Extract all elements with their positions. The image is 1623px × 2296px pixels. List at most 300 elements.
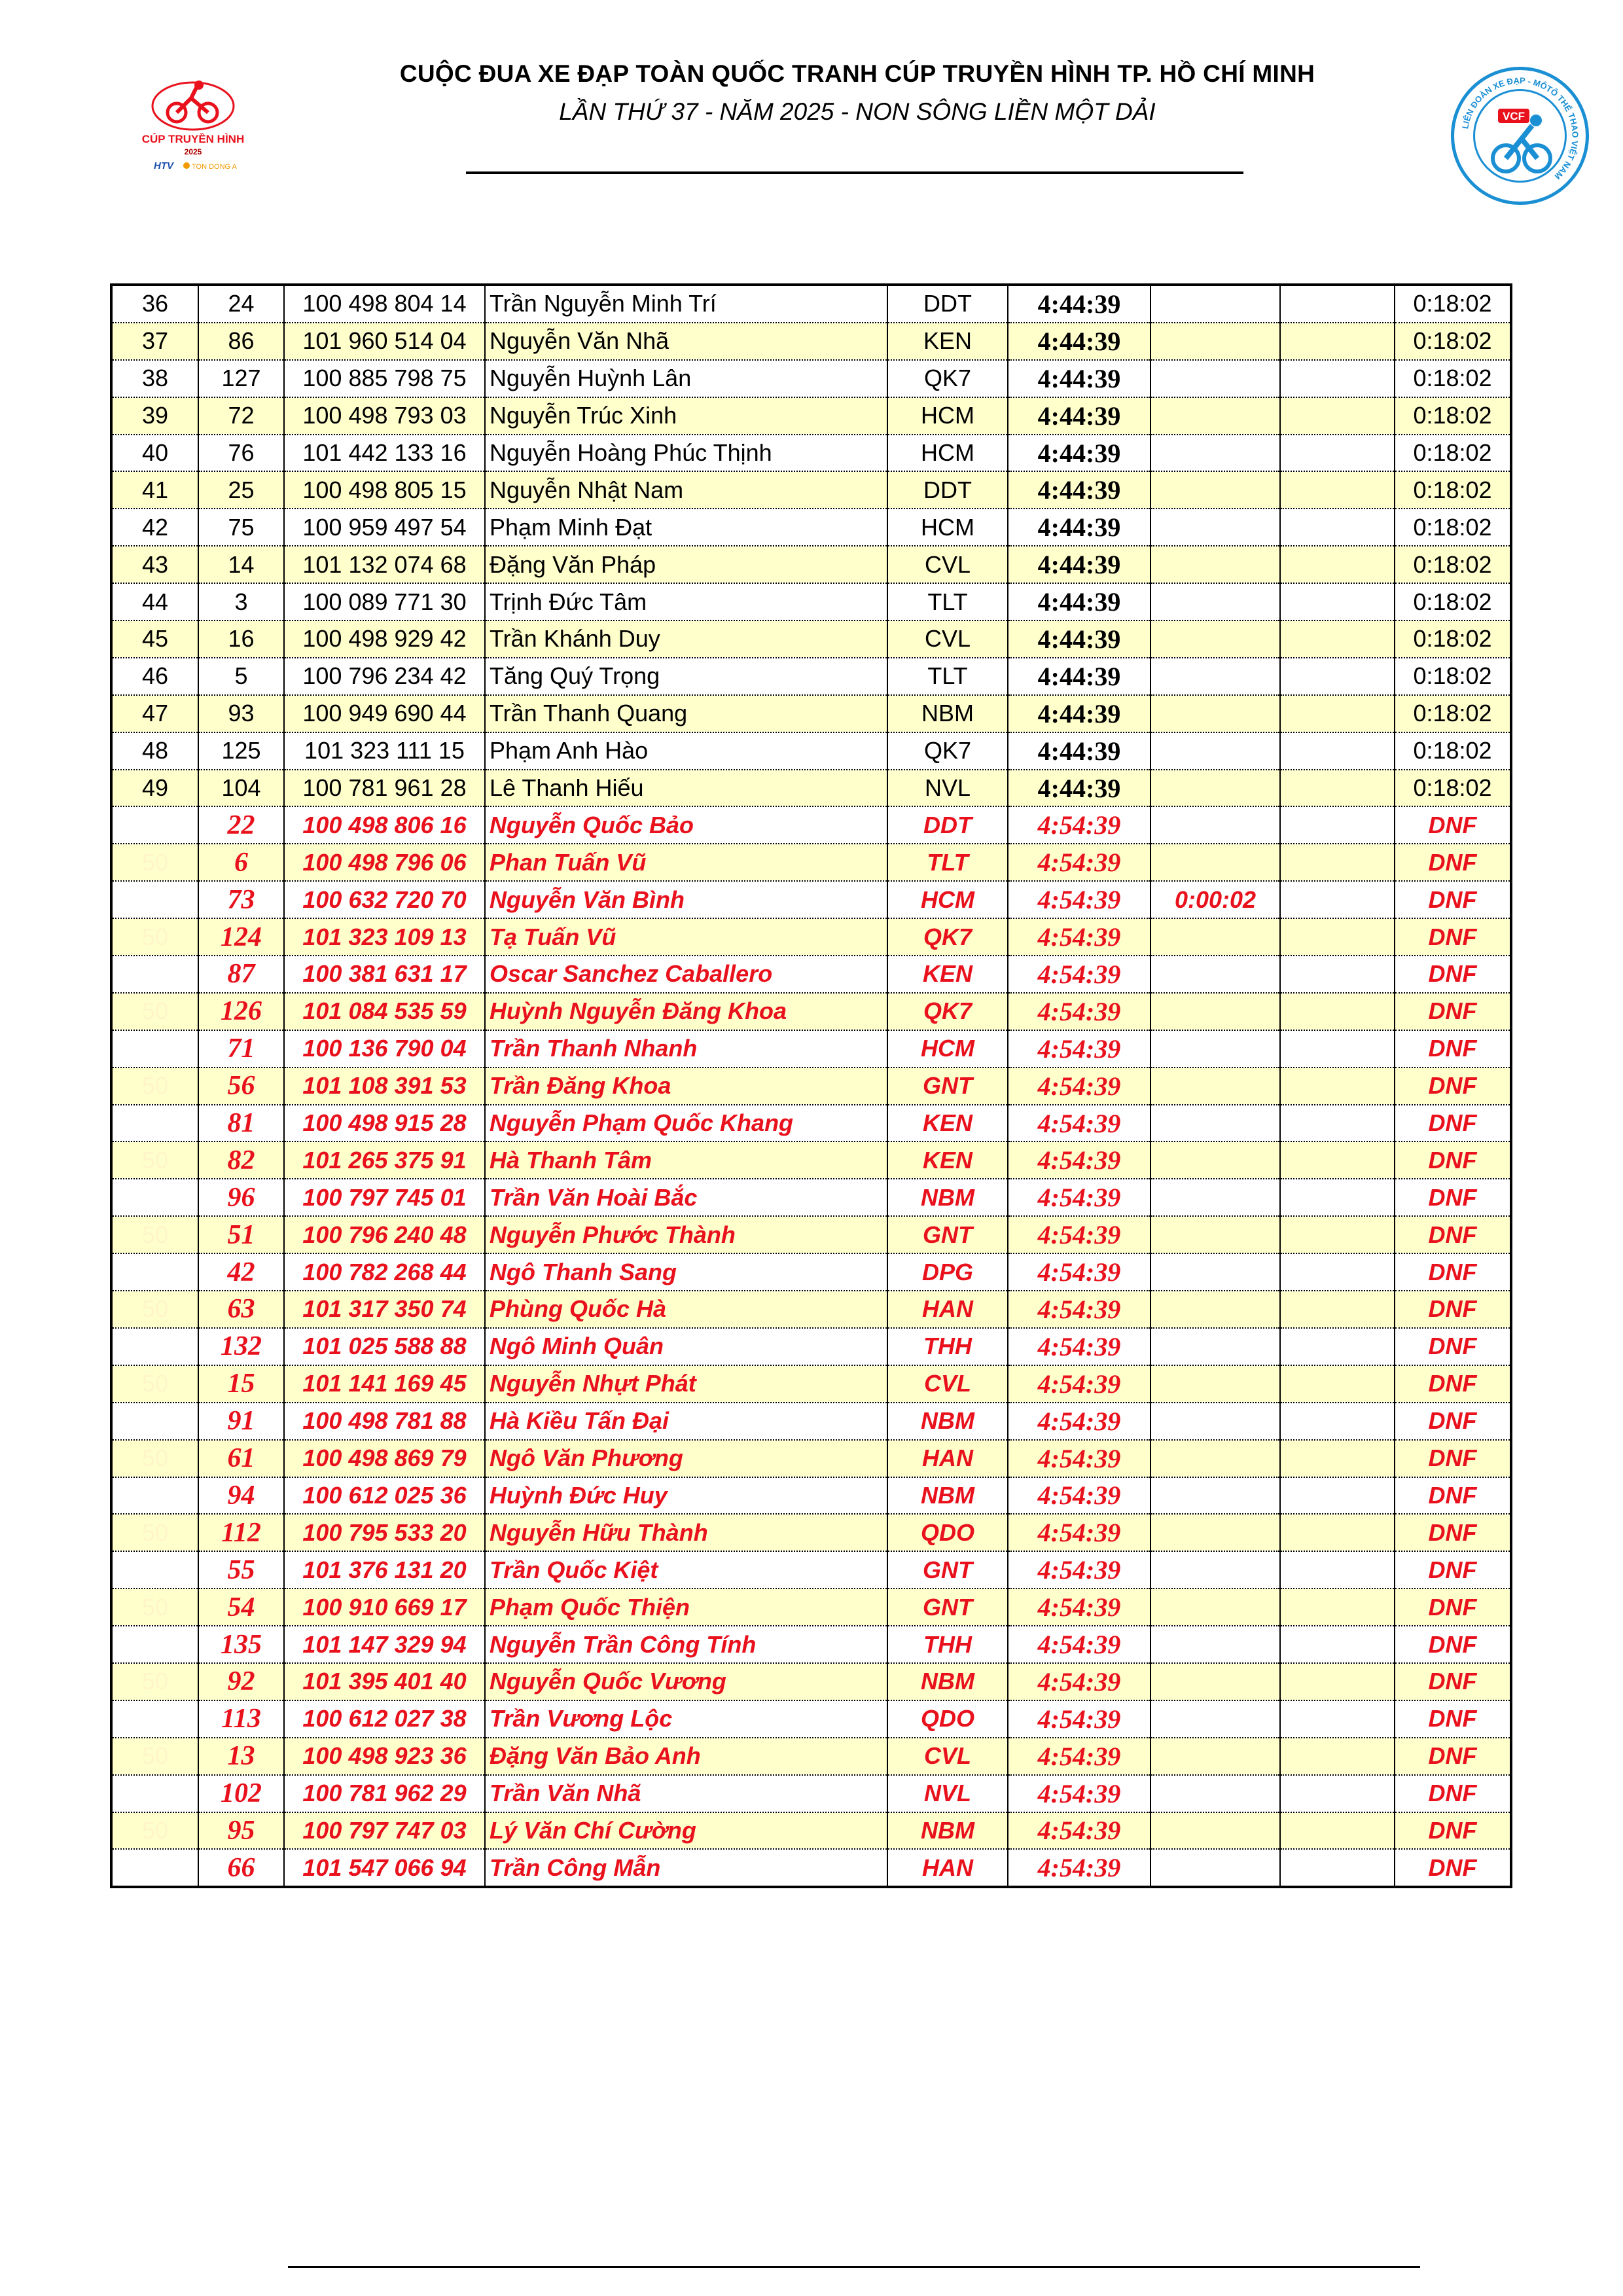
uci-id-cell: 101 132 074 68 <box>284 546 485 583</box>
gap-cell: DNF <box>1395 993 1511 1030</box>
uci-id-cell: 100 885 798 75 <box>284 360 485 397</box>
cup-truyen-hinh-logo <box>131 79 255 177</box>
uci-id-cell: 100 797 745 01 <box>284 1179 485 1216</box>
rank-cell: 50 <box>111 1291 198 1328</box>
bib-cell: 73 <box>198 881 284 918</box>
footer-divider <box>288 2266 1420 2268</box>
bonus-time-cell <box>1150 1179 1280 1216</box>
rider-name-cell: Ngô Thanh Sang <box>485 1253 887 1291</box>
bonus-time-cell <box>1150 732 1280 770</box>
note-cell <box>1280 1514 1395 1551</box>
note-cell <box>1280 1663 1395 1700</box>
bonus-time-cell <box>1150 1588 1280 1626</box>
bonus-time-cell <box>1150 956 1280 993</box>
gap-cell: DNF <box>1395 1514 1511 1551</box>
note-cell <box>1280 1738 1395 1775</box>
bib-cell: 94 <box>198 1477 284 1515</box>
table-row <box>111 471 1511 509</box>
rank-cell <box>111 1403 198 1440</box>
gap-cell: DNF <box>1395 1291 1511 1328</box>
time-cell: 4:54:39 <box>1008 993 1150 1030</box>
uci-id-cell: 100 498 915 28 <box>284 1105 485 1142</box>
rider-name-cell: Hà Kiều Tấn Đại <box>485 1403 887 1440</box>
cyclist-logo-icon <box>131 79 255 177</box>
gap-cell: DNF <box>1395 1179 1511 1216</box>
rank-cell: 41 <box>111 471 198 509</box>
rank-cell: 50 <box>111 1067 198 1105</box>
time-cell: 4:44:39 <box>1008 583 1150 620</box>
table-row <box>111 435 1511 472</box>
team-cell: DDT <box>887 471 1008 509</box>
vcf-text: VCF <box>1503 110 1525 122</box>
gap-cell: DNF <box>1395 1626 1511 1663</box>
gap-cell: 0:18:02 <box>1395 770 1511 807</box>
rider-name-cell: Nguyễn Văn Nhã <box>485 323 887 360</box>
gap-cell: DNF <box>1395 1030 1511 1067</box>
bib-cell: 102 <box>198 1775 284 1812</box>
table-row <box>111 1514 1511 1551</box>
rider-name-cell: Phan Tuấn Vũ <box>485 844 887 881</box>
vcf-ring-text: LIÊN ĐOÀN XE ĐẠP - MÔTÔ THỂ THAO VIỆT NAM <box>1460 75 1580 182</box>
team-cell: HAN <box>887 1849 1008 1887</box>
bib-cell: 126 <box>198 993 284 1030</box>
team-cell: HAN <box>887 1291 1008 1328</box>
team-cell: NVL <box>887 770 1008 807</box>
team-cell: CVL <box>887 546 1008 583</box>
rank-cell: 43 <box>111 546 198 583</box>
team-cell: KEN <box>887 956 1008 993</box>
note-cell <box>1280 471 1395 509</box>
rank-cell: 50 <box>111 1365 198 1403</box>
gap-cell: DNF <box>1395 1141 1511 1179</box>
rider-name-cell: Hà Thanh Tâm <box>485 1141 887 1179</box>
rider-name-cell: Trần Công Mẫn <box>485 1849 887 1887</box>
rank-cell: 50 <box>111 1141 198 1179</box>
bib-cell: 5 <box>198 658 284 695</box>
table-row <box>111 397 1511 435</box>
bonus-time-cell <box>1150 918 1280 956</box>
rank-cell: 50 <box>111 1216 198 1253</box>
table-row <box>111 956 1511 993</box>
bib-cell: 91 <box>198 1403 284 1440</box>
table-row <box>111 1812 1511 1850</box>
bonus-time-cell <box>1150 658 1280 695</box>
rider-name-cell: Ngô Minh Quân <box>485 1328 887 1365</box>
uci-id-cell: 100 797 747 03 <box>284 1812 485 1850</box>
table-row <box>111 1700 1511 1738</box>
bib-cell: 81 <box>198 1105 284 1142</box>
team-cell: QK7 <box>887 918 1008 956</box>
note-cell <box>1280 1812 1395 1850</box>
bonus-time-cell <box>1150 1216 1280 1253</box>
note-cell <box>1280 732 1395 770</box>
bib-cell: 15 <box>198 1365 284 1403</box>
rank-cell: 50 <box>111 1588 198 1626</box>
time-cell: 4:44:39 <box>1008 770 1150 807</box>
time-cell: 4:54:39 <box>1008 1141 1150 1179</box>
time-cell: 4:54:39 <box>1008 1030 1150 1067</box>
bonus-time-cell <box>1150 285 1280 323</box>
bib-cell: 93 <box>198 695 284 732</box>
note-cell <box>1280 1403 1395 1440</box>
time-cell: 4:54:39 <box>1008 1849 1150 1887</box>
note-cell <box>1280 1105 1395 1142</box>
uci-id-cell: 100 795 533 20 <box>284 1514 485 1551</box>
table-row <box>111 1588 1511 1626</box>
rank-cell <box>111 881 198 918</box>
gap-cell: DNF <box>1395 1105 1511 1142</box>
rank-cell <box>111 1105 198 1142</box>
rank-cell: 50 <box>111 1440 198 1477</box>
table-row <box>111 1105 1511 1142</box>
rank-cell <box>111 1626 198 1663</box>
bib-cell: 51 <box>198 1216 284 1253</box>
team-cell: DDT <box>887 285 1008 323</box>
team-cell: NVL <box>887 1775 1008 1812</box>
team-cell: GNT <box>887 1067 1008 1105</box>
gap-cell: DNF <box>1395 1440 1511 1477</box>
bonus-time-cell <box>1150 1849 1280 1887</box>
bib-cell: 86 <box>198 323 284 360</box>
table-row <box>111 1216 1511 1253</box>
note-cell <box>1280 583 1395 620</box>
bonus-time-cell <box>1150 620 1280 658</box>
team-cell: QK7 <box>887 993 1008 1030</box>
note-cell <box>1280 770 1395 807</box>
time-cell: 4:54:39 <box>1008 1403 1150 1440</box>
gap-cell: DNF <box>1395 1477 1511 1515</box>
rider-name-cell: Nguyễn Phước Thành <box>485 1216 887 1253</box>
rank-cell <box>111 1775 198 1812</box>
note-cell <box>1280 323 1395 360</box>
uci-id-cell: 100 782 268 44 <box>284 1253 485 1291</box>
uci-id-cell: 100 498 796 06 <box>284 844 485 881</box>
rank-cell: 38 <box>111 360 198 397</box>
gap-cell: 0:18:02 <box>1395 397 1511 435</box>
table-row <box>111 1626 1511 1663</box>
rank-cell <box>111 956 198 993</box>
rank-cell <box>111 1551 198 1588</box>
bib-cell: 96 <box>198 1179 284 1216</box>
team-cell: THH <box>887 1626 1008 1663</box>
rank-cell: 47 <box>111 695 198 732</box>
team-cell: DPG <box>887 1253 1008 1291</box>
table-row <box>111 993 1511 1030</box>
table-row <box>111 1440 1511 1477</box>
table-row <box>111 1179 1511 1216</box>
uci-id-cell: 100 381 631 17 <box>284 956 485 993</box>
uci-id-cell: 101 317 350 74 <box>284 1291 485 1328</box>
time-cell: 4:44:39 <box>1008 435 1150 472</box>
note-cell <box>1280 1849 1395 1887</box>
time-cell: 4:54:39 <box>1008 1067 1150 1105</box>
note-cell <box>1280 397 1395 435</box>
rank-cell: 49 <box>111 770 198 807</box>
rider-name-cell: Huỳnh Đức Huy <box>485 1477 887 1515</box>
team-cell: NBM <box>887 695 1008 732</box>
time-cell: 4:44:39 <box>1008 360 1150 397</box>
time-cell: 4:54:39 <box>1008 1700 1150 1738</box>
gap-cell: DNF <box>1395 1403 1511 1440</box>
bib-cell: 95 <box>198 1812 284 1850</box>
rider-name-cell: Trịnh Đức Tâm <box>485 583 887 620</box>
document-subtitle: LẦN THỨ 37 - NĂM 2025 - NON SÔNG LIỀN MỘT DẢI <box>559 98 1156 125</box>
team-cell: KEN <box>887 1141 1008 1179</box>
note-cell <box>1280 1067 1395 1105</box>
rank-cell: 48 <box>111 732 198 770</box>
note-cell <box>1280 1440 1395 1477</box>
team-cell: KEN <box>887 323 1008 360</box>
team-cell: DDT <box>887 806 1008 844</box>
uci-id-cell: 100 612 025 36 <box>284 1477 485 1515</box>
time-cell: 4:54:39 <box>1008 1105 1150 1142</box>
note-cell <box>1280 435 1395 472</box>
rank-cell: 40 <box>111 435 198 472</box>
rank-cell <box>111 1179 198 1216</box>
table-row <box>111 1849 1511 1887</box>
note-cell <box>1280 285 1395 323</box>
note-cell <box>1280 658 1395 695</box>
rider-name-cell: Phạm Anh Hào <box>485 732 887 770</box>
rank-cell <box>111 1030 198 1067</box>
table-row <box>111 1030 1511 1067</box>
team-cell: TLT <box>887 844 1008 881</box>
team-cell: TLT <box>887 658 1008 695</box>
uci-id-cell: 100 949 690 44 <box>284 695 485 732</box>
uci-id-cell: 100 498 805 15 <box>284 471 485 509</box>
rider-name-cell: Nguyễn Huỳnh Lân <box>485 360 887 397</box>
gap-cell: DNF <box>1395 1812 1511 1850</box>
gap-cell: DNF <box>1395 1663 1511 1700</box>
note-cell <box>1280 546 1395 583</box>
table-row <box>111 285 1511 323</box>
time-cell: 4:54:39 <box>1008 881 1150 918</box>
uci-id-cell: 100 612 027 38 <box>284 1700 485 1738</box>
rank-cell: 50 <box>111 918 198 956</box>
rider-name-cell: Phùng Quốc Hà <box>485 1291 887 1328</box>
bib-cell: 104 <box>198 770 284 807</box>
rider-name-cell: Nguyễn Trúc Xinh <box>485 397 887 435</box>
table-row <box>111 695 1511 732</box>
rank-cell: 50 <box>111 1812 198 1850</box>
rider-name-cell: Phạm Quốc Thiện <box>485 1588 887 1626</box>
table-row <box>111 509 1511 546</box>
uci-id-cell: 101 025 588 88 <box>284 1328 485 1365</box>
uci-id-cell: 101 547 066 94 <box>284 1849 485 1887</box>
table-row <box>111 770 1511 807</box>
rider-name-cell: Trần Văn Nhã <box>485 1775 887 1812</box>
bib-cell: 125 <box>198 732 284 770</box>
uci-id-cell: 101 960 514 04 <box>284 323 485 360</box>
team-cell: QK7 <box>887 732 1008 770</box>
uci-id-cell: 101 376 131 20 <box>284 1551 485 1588</box>
bonus-time-cell <box>1150 1291 1280 1328</box>
bib-cell: 63 <box>198 1291 284 1328</box>
uci-id-cell: 100 781 962 29 <box>284 1775 485 1812</box>
rider-name-cell: Trần Văn Hoài Bắc <box>485 1179 887 1216</box>
time-cell: 4:44:39 <box>1008 471 1150 509</box>
gap-cell: DNF <box>1395 1738 1511 1775</box>
team-cell: HCM <box>887 397 1008 435</box>
note-cell <box>1280 1179 1395 1216</box>
gap-cell: DNF <box>1395 1067 1511 1105</box>
rank-cell <box>111 1253 198 1291</box>
note-cell <box>1280 881 1395 918</box>
gap-cell: 0:18:02 <box>1395 509 1511 546</box>
note-cell <box>1280 1253 1395 1291</box>
team-cell: HCM <box>887 881 1008 918</box>
bonus-time-cell <box>1150 1663 1280 1700</box>
rider-name-cell: Nguyễn Nhật Nam <box>485 471 887 509</box>
note-cell <box>1280 1775 1395 1812</box>
table-row <box>111 1141 1511 1179</box>
gap-cell: DNF <box>1395 1365 1511 1403</box>
rider-name-cell: Trần Nguyễn Minh Trí <box>485 285 887 323</box>
table-row <box>111 1067 1511 1105</box>
gap-cell: DNF <box>1395 1775 1511 1812</box>
note-cell <box>1280 1588 1395 1626</box>
team-cell: GNT <box>887 1551 1008 1588</box>
uci-id-cell: 100 498 923 36 <box>284 1738 485 1775</box>
bonus-time-cell <box>1150 360 1280 397</box>
gap-cell: DNF <box>1395 844 1511 881</box>
table-row <box>111 1253 1511 1291</box>
bonus-time-cell <box>1150 1105 1280 1142</box>
bonus-time-cell <box>1150 806 1280 844</box>
bonus-time-cell <box>1150 323 1280 360</box>
bib-cell: 135 <box>198 1626 284 1663</box>
bonus-time-cell <box>1150 397 1280 435</box>
note-cell <box>1280 1365 1395 1403</box>
bonus-time-cell <box>1150 1514 1280 1551</box>
time-cell: 4:54:39 <box>1008 1588 1150 1626</box>
results-body <box>111 285 1511 1887</box>
table-row <box>111 583 1511 620</box>
time-cell: 4:44:39 <box>1008 620 1150 658</box>
gap-cell: DNF <box>1395 1551 1511 1588</box>
table-row <box>111 1403 1511 1440</box>
time-cell: 4:54:39 <box>1008 1365 1150 1403</box>
bonus-time-cell <box>1150 1812 1280 1850</box>
rider-name-cell: Trần Quốc Kiệt <box>485 1551 887 1588</box>
time-cell: 4:44:39 <box>1008 509 1150 546</box>
rider-name-cell: Ngô Văn Phương <box>485 1440 887 1477</box>
gap-cell: DNF <box>1395 1849 1511 1887</box>
rank-cell: 37 <box>111 323 198 360</box>
bib-cell: 24 <box>198 285 284 323</box>
note-cell <box>1280 1216 1395 1253</box>
bonus-time-cell <box>1150 1477 1280 1515</box>
rider-name-cell: Trần Thanh Quang <box>485 695 887 732</box>
rider-name-cell: Oscar Sanchez Caballero <box>485 956 887 993</box>
gap-cell: DNF <box>1395 956 1511 993</box>
note-cell <box>1280 956 1395 993</box>
bonus-time-cell <box>1150 1551 1280 1588</box>
uci-id-cell: 100 796 234 42 <box>284 658 485 695</box>
rank-cell: 44 <box>111 583 198 620</box>
note-cell <box>1280 1328 1395 1365</box>
bonus-time-cell <box>1150 1738 1280 1775</box>
time-cell: 4:54:39 <box>1008 1551 1150 1588</box>
time-cell: 4:54:39 <box>1008 918 1150 956</box>
table-row <box>111 1775 1511 1812</box>
team-cell: NBM <box>887 1403 1008 1440</box>
rider-name-cell: Lê Thanh Hiếu <box>485 770 887 807</box>
bonus-time-cell <box>1150 1067 1280 1105</box>
bib-cell: 13 <box>198 1738 284 1775</box>
tondonga-logo-text: TON DONG A <box>192 163 237 171</box>
rank-cell: 42 <box>111 509 198 546</box>
bib-cell: 112 <box>198 1514 284 1551</box>
time-cell: 4:44:39 <box>1008 658 1150 695</box>
team-cell: QDO <box>887 1700 1008 1738</box>
team-cell: HCM <box>887 435 1008 472</box>
bonus-time-cell <box>1150 435 1280 472</box>
uci-id-cell: 101 108 391 53 <box>284 1067 485 1105</box>
rider-name-cell: Trần Thanh Nhanh <box>485 1030 887 1067</box>
gap-cell: 0:18:02 <box>1395 285 1511 323</box>
team-cell: GNT <box>887 1216 1008 1253</box>
gap-cell: DNF <box>1395 1216 1511 1253</box>
bonus-time-cell <box>1150 546 1280 583</box>
rider-name-cell: Nguyễn Nhựt Phát <box>485 1365 887 1403</box>
note-cell <box>1280 918 1395 956</box>
uci-id-cell: 100 796 240 48 <box>284 1216 485 1253</box>
rider-name-cell: Nguyễn Văn Bình <box>485 881 887 918</box>
time-cell: 4:44:39 <box>1008 695 1150 732</box>
table-row <box>111 806 1511 844</box>
table-row <box>111 1663 1511 1700</box>
rank-cell: 50 <box>111 1738 198 1775</box>
time-cell: 4:54:39 <box>1008 844 1150 881</box>
team-cell: CVL <box>887 1365 1008 1403</box>
uci-id-cell: 100 498 806 16 <box>284 806 485 844</box>
time-cell: 4:54:39 <box>1008 1626 1150 1663</box>
rank-cell: 50 <box>111 844 198 881</box>
uci-id-cell: 100 498 781 88 <box>284 1403 485 1440</box>
gap-cell: DNF <box>1395 881 1511 918</box>
time-cell: 4:44:39 <box>1008 397 1150 435</box>
gap-cell: DNF <box>1395 918 1511 956</box>
table-row <box>111 918 1511 956</box>
bib-cell: 87 <box>198 956 284 993</box>
team-cell: NBM <box>887 1179 1008 1216</box>
rider-name-cell: Tạ Tuấn Vũ <box>485 918 887 956</box>
vcf-logo <box>1450 65 1590 206</box>
team-cell: HCM <box>887 509 1008 546</box>
note-cell <box>1280 1551 1395 1588</box>
rider-name-cell: Nguyễn Hữu Thành <box>485 1514 887 1551</box>
rank-cell <box>111 1700 198 1738</box>
gap-cell: 0:18:02 <box>1395 620 1511 658</box>
bonus-time-cell <box>1150 1253 1280 1291</box>
rider-name-cell: Huỳnh Nguyễn Đăng Khoa <box>485 993 887 1030</box>
uci-id-cell: 101 147 329 94 <box>284 1626 485 1663</box>
gap-cell: 0:18:02 <box>1395 471 1511 509</box>
uci-id-cell: 101 141 169 45 <box>284 1365 485 1403</box>
bib-cell: 3 <box>198 583 284 620</box>
bonus-time-cell: 0:00:02 <box>1150 881 1280 918</box>
rank-cell: 46 <box>111 658 198 695</box>
uci-id-cell: 100 136 790 04 <box>284 1030 485 1067</box>
table-row <box>111 1328 1511 1365</box>
team-cell: TLT <box>887 583 1008 620</box>
bib-cell: 22 <box>198 806 284 844</box>
bonus-time-cell <box>1150 1365 1280 1403</box>
team-cell: THH <box>887 1328 1008 1365</box>
note-cell <box>1280 695 1395 732</box>
table-row <box>111 658 1511 695</box>
